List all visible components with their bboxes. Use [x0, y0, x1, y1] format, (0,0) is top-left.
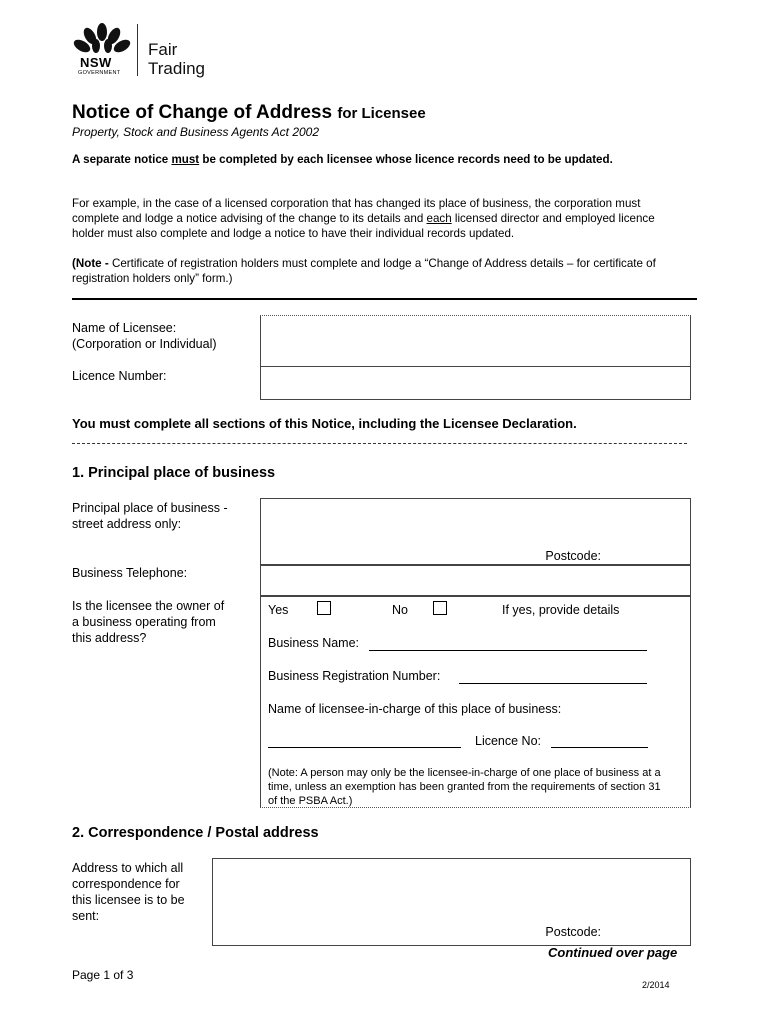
intro-p2-em: each	[426, 212, 452, 225]
title-suffix: for Licensee	[337, 105, 426, 122]
intro-p1-post: be completed by each licensee whose licence records need to be updated.	[199, 153, 613, 166]
intro-note-text: Certificate of registration holders must complete and lodge a “Change of Address details – for certificate of registration holders only” form.)	[72, 257, 656, 285]
yes-label: Yes	[268, 603, 289, 617]
business-name-label: Business Name:	[268, 636, 360, 650]
licensee-name-field[interactable]	[260, 315, 691, 367]
street-postcode-label: Postcode:	[545, 549, 601, 563]
licence-number-label: Licence Number:	[72, 369, 167, 383]
instruction-text: You must complete all sections of this Notice, including the Licensee Declaration.	[72, 416, 577, 431]
logo-nsw-text: NSW	[80, 55, 112, 70]
street-address-label	[72, 500, 228, 532]
correspondence-label-line2: correspondence for	[72, 877, 180, 891]
street-address-field[interactable]	[260, 498, 691, 566]
correspondence-label-line4: sent:	[72, 909, 100, 923]
owner-details-box	[260, 595, 691, 808]
intro-p1-em: must	[171, 153, 200, 166]
section1-heading: 1. Principal place of business	[72, 465, 276, 481]
if-yes-text: If yes, provide details	[502, 603, 620, 617]
continued-over-page: Continued over page	[548, 945, 678, 960]
act-name: Property, Stock and Business Agents Act 2002	[72, 125, 320, 139]
owner-question-line3: this address?	[72, 631, 147, 645]
intro-example	[72, 196, 687, 241]
licensee-in-charge-line[interactable]	[268, 746, 461, 748]
no-label: No	[392, 603, 408, 617]
intro-note-label: (Note -	[72, 257, 109, 270]
yes-checkbox[interactable]	[317, 601, 331, 615]
page-title	[72, 102, 426, 124]
correspondence-postcode-label: Postcode:	[545, 925, 601, 939]
section-divider	[72, 298, 697, 300]
intro-p2-pre: For example, in the case of a licensed corporation that has changed its place of business, the corporation must complete and lodge a notice advising of the change to its details and	[72, 197, 641, 225]
no-checkbox[interactable]	[433, 601, 447, 615]
correspondence-label-line3: this licensee is to be	[72, 893, 185, 907]
intro-note	[72, 256, 687, 286]
correspondence-address-field[interactable]	[212, 858, 691, 946]
owner-question-line2: a business operating from	[72, 615, 216, 629]
logo-fair: Fair	[148, 40, 178, 59]
licensee-name-label	[72, 320, 217, 352]
business-name-line[interactable]	[369, 649, 647, 651]
instruction-underline	[72, 443, 687, 444]
business-registration-line[interactable]	[459, 682, 647, 684]
intro-p1-pre: A separate notice	[72, 153, 172, 166]
form-version: 2/2014	[642, 980, 670, 990]
logo-government-text: GOVERNMENT	[78, 70, 121, 76]
logo-trading: Trading	[148, 59, 206, 78]
licence-no-label: Licence No:	[475, 734, 542, 748]
correspondence-label-line1: Address to which all	[72, 861, 184, 875]
licensee-name-label-line2: (Corporation or Individual)	[72, 337, 217, 351]
intro-p2-post: licensed director and employed licence holder must also complete and lodge a notice to have their individual records updated.	[72, 212, 655, 240]
licence-no-line[interactable]	[551, 746, 648, 748]
licensee-in-charge-note: (Note: A person may only be the licensee-in-charge of one place of business at a time, unless an exemption has been granted from the requirements of section 31 of the PSBA Act.)	[268, 767, 661, 807]
title-main: Notice of Change of Address	[72, 102, 333, 123]
logo-divider	[137, 24, 138, 76]
correspondence-label	[72, 860, 185, 924]
section2-heading: 2. Correspondence / Postal address	[72, 825, 319, 841]
street-address-label-line1: Principal place of business -	[72, 501, 228, 515]
street-address-label-line2: street address only:	[72, 517, 182, 531]
business-telephone-label: Business Telephone:	[72, 566, 188, 580]
licensee-in-charge-label: Name of licensee-in-charge of this place of business:	[268, 702, 562, 716]
licence-number-field[interactable]	[260, 366, 691, 400]
intro-separate-notice	[72, 152, 687, 167]
business-registration-label: Business Registration Number:	[268, 669, 441, 683]
page-number: Page 1 of 3	[72, 968, 134, 982]
licensee-name-label-line1: Name of Licensee:	[72, 321, 177, 335]
owner-question-line1: Is the licensee the owner of	[72, 599, 225, 613]
owner-question	[72, 598, 224, 646]
business-telephone-field[interactable]	[260, 564, 691, 597]
